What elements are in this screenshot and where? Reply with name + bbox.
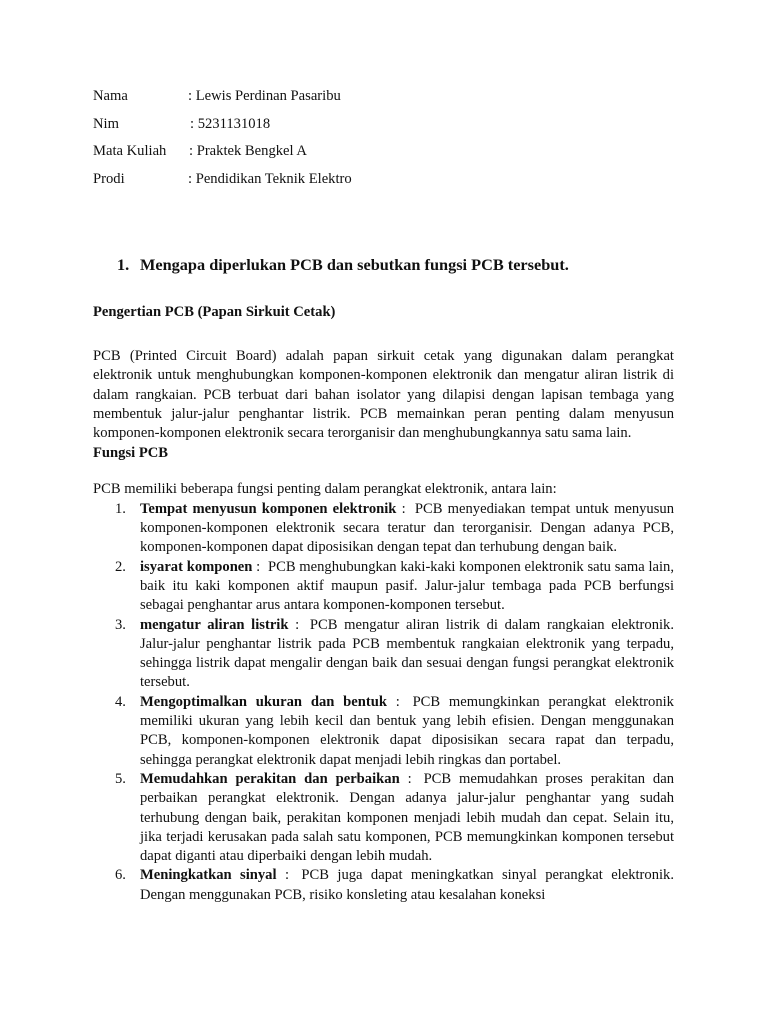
list-item-term: Memudahkan perakitan dan perbaikan (140, 770, 400, 787)
list-item-number: 4. (115, 693, 126, 710)
info-value: : Praktek Bengkel A (189, 143, 307, 160)
info-label: Prodi (93, 170, 125, 187)
text-line: yang terpadu, sehingga listrik dapat mengalir dengan baik dan sesuai dengan fungsi (140, 635, 674, 672)
text-line: berfungsi sebagai penghantar arus antara komponen-komponen tersebut. (140, 577, 674, 614)
text-line: lain, baik itu kaki komponen aktif maupun pasif. Jalur-jalur tembaga pada PCB (140, 558, 674, 594)
text-line: tersebut dapat diganti atau diperbaiki dengan lebih mudah. (140, 828, 674, 865)
list-item-term: mengatur aliran listrik (140, 616, 289, 633)
list-item (93, 500, 674, 558)
text-line: dengan baik. (542, 539, 618, 556)
text-line: terhubung dengan baik, perakitan komponen menjadi lebih mudah dan cepat. Selain (140, 809, 650, 826)
list-item-number: 1. (115, 500, 126, 517)
list-item-term: Mengoptimalkan ukuran dan bentuk (140, 693, 387, 710)
text-line: PCB memudahkan proses perakitan dan (423, 770, 674, 787)
text-line: PCB (Printed Circuit Board) adalah papan sirkuit cetak yang digunakan dalam perangkat (93, 348, 674, 364)
list-item-term: Tempat menyusun komponen elektronik (140, 500, 397, 517)
main-content (93, 302, 674, 905)
text-line: menyusun komponen-komponen elektronik secara teratur dan terorganisir. Dengan (140, 500, 674, 537)
list-item (93, 616, 674, 693)
text-line: menggunakan PCB, komponen-komponen elektronik dapat diposisikan secara rapat (140, 713, 675, 749)
text-line: perangkat elektronik tersebut. (140, 655, 675, 691)
term-separator: : (256, 558, 261, 575)
info-value: : 5231131018 (190, 115, 271, 132)
text-line: elektronik. Dengan menggunakan PCB, risiko konsleting atau kesalahan koneksi (140, 867, 675, 903)
text-line: PCB menghubungkan kaki-kaki komponen elektronik satu sama (267, 558, 645, 575)
text-line: memiliki ukuran yang lebih kecil dan bentuk yang lebih efisien. Dengan (140, 713, 587, 730)
text-line: PCB mengatur aliran listrik di dalam rangkaian (309, 616, 605, 633)
list-item-number: 2. (115, 558, 126, 575)
info-label: Mata Kuliah (93, 143, 167, 160)
text-line: dalam menyusun komponen-komponen elektronik secara terorganisir dan (93, 405, 674, 442)
question-text: Mengapa diperlukan PCB dan sebutkan fungsi PCB tersebut. (140, 255, 569, 274)
section-heading-pengertian: Pengertian PCB (Papan Sirkuit Cetak) (93, 304, 336, 320)
fungsi-intro: PCB memiliki beberapa fungsi penting dalam perangkat elektronik, antara lain: (93, 481, 557, 498)
section-heading-fungsi: Fungsi PCB (93, 445, 169, 462)
list-item (93, 866, 674, 905)
info-label: Nama (93, 88, 128, 104)
list-item-number: 6. (115, 867, 126, 884)
info-value: : Pendidikan Teknik Elektro (188, 170, 352, 187)
text-line: dan terpadu, sehingga perangkat elektronik dapat menjadi lebih ringkas dan portabel. (140, 732, 674, 768)
pengertian-paragraph (93, 347, 674, 443)
list-item (93, 693, 674, 770)
list-item-number: 5. (115, 770, 126, 787)
question-title (117, 254, 569, 276)
text-line: PCB juga dapat meningkatkan sinyal perangkat (301, 867, 603, 884)
text-line: elektronik untuk menghubungkan komponen-komponen elektronik dan mengatur aliran (93, 367, 618, 384)
text-line: adanya PCB, komponen-komponen dapat diposisikan dengan tepat dan terhubung (140, 520, 674, 556)
list-item-term: isyarat komponen (140, 558, 253, 575)
text-line: perbaikan perangkat elektronik. Dengan adanya jalur-jalur penghantar yang sudah (140, 790, 674, 807)
text-line: PCB menyediakan tempat untuk (414, 500, 609, 517)
text-line: elektronik. Jalur-jalur penghantar listrik pada PCB membentuk rangkaian elektronik (140, 616, 675, 652)
info-label: Nim (93, 115, 119, 132)
list-item (93, 558, 674, 616)
text-line: itu, jika terjadi kerusakan pada salah satu komponen, PCB memungkinkan komponen (140, 809, 674, 845)
term-separator: : (401, 500, 406, 517)
fungsi-list (93, 500, 674, 905)
list-item (93, 770, 674, 866)
term-separator: : (295, 616, 300, 633)
list-item-number: 3. (115, 616, 126, 633)
question-number: 1. (117, 255, 130, 274)
term-separator: : (407, 770, 412, 787)
text-line: tembaga yang membentuk jalur-jalur penghantar listrik. PCB memainkan peran penting (93, 386, 674, 422)
list-item-term: Meningkatkan sinyal (140, 867, 277, 884)
text-line: PCB memungkinkan perangkat elektronik (412, 693, 674, 710)
term-separator: : (395, 693, 400, 710)
text-line: menghubungkannya satu sama lain. (423, 425, 632, 442)
text-line: listrik di dalam rangkaian. PCB terbuat dari bahan isolator yang dilapisi dengan lapisan (93, 367, 675, 403)
info-value: : Lewis Perdinan Pasaribu (188, 88, 341, 104)
term-separator: : (284, 867, 290, 884)
